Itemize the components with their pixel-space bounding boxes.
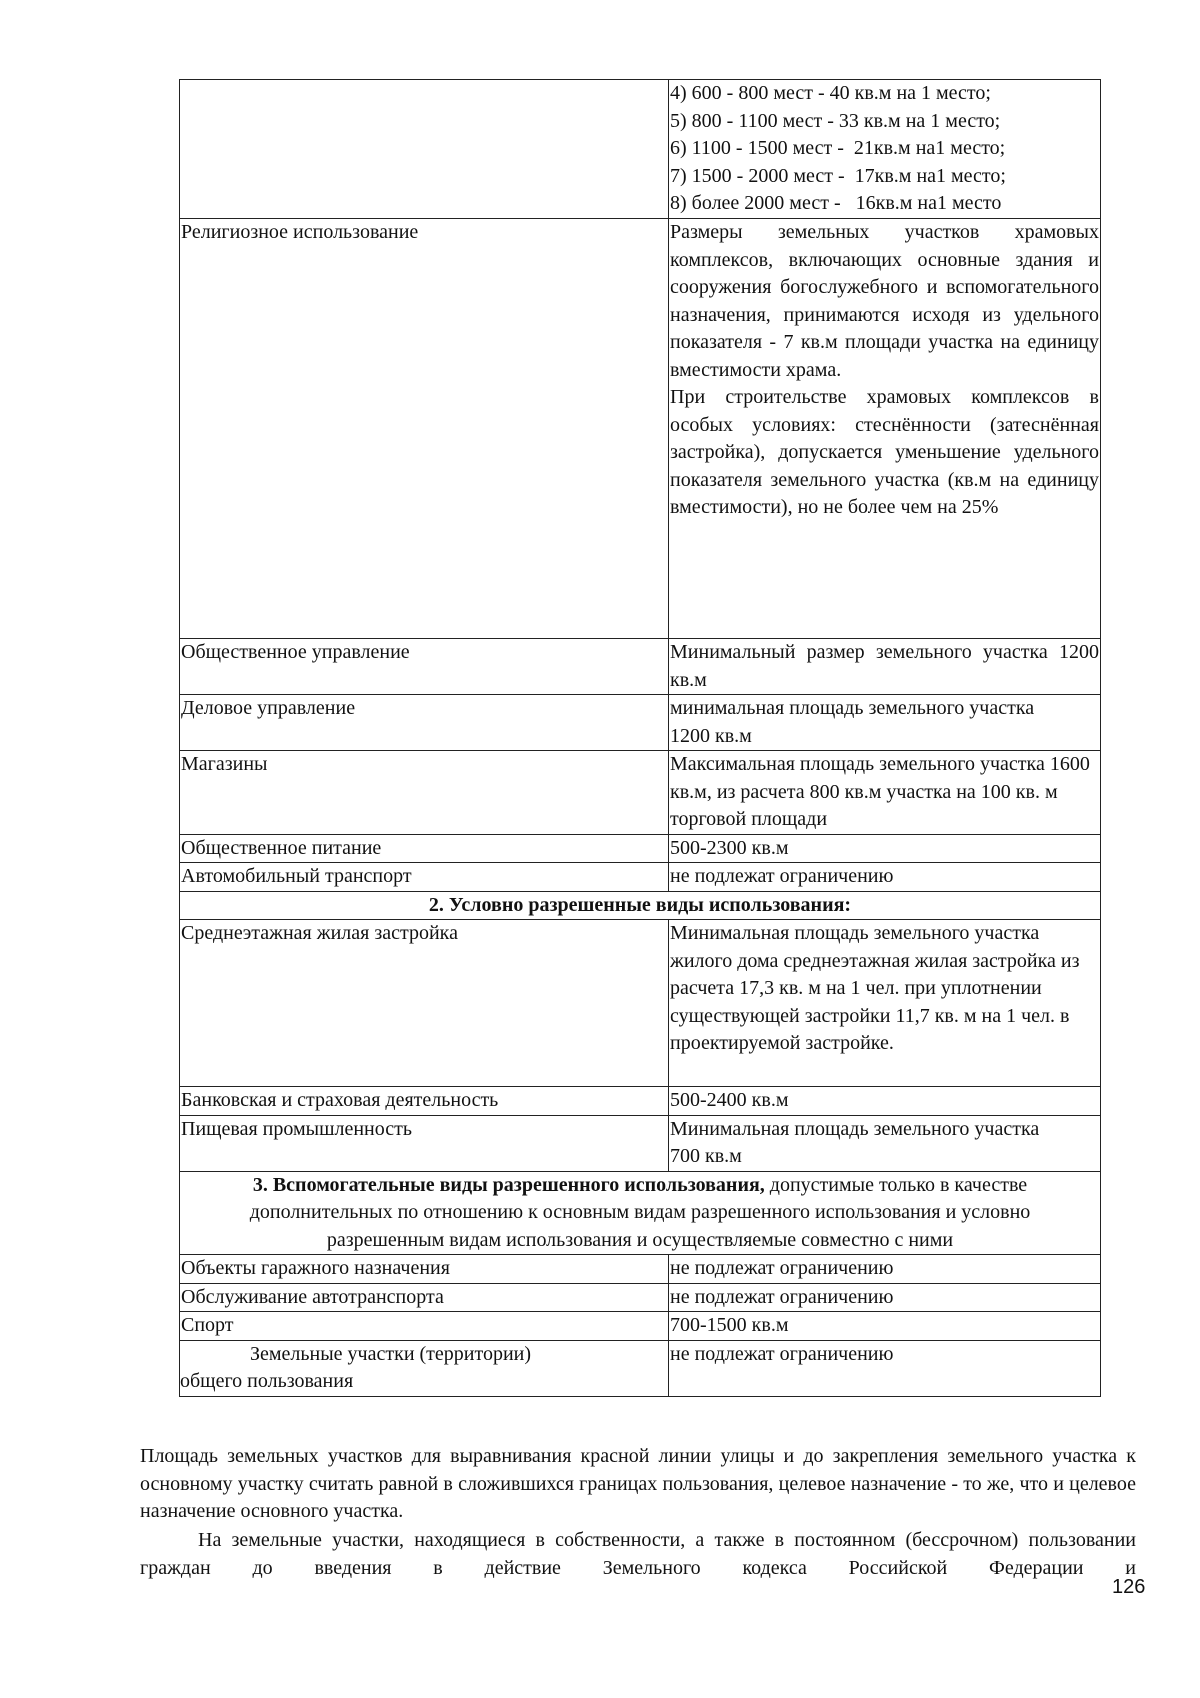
table-row [180, 219, 1101, 639]
table-row [180, 1115, 1101, 1171]
section-3-bold-title: 3. Вспомогательные виды разрешенного использования, [252, 1173, 765, 1196]
row-value [669, 219, 1101, 639]
row-name: Объекты гаражного назначения [180, 1255, 669, 1284]
capacity-norm-line: 5) 800 - 1100 мест - 33 кв.м на 1 место; [670, 109, 1001, 132]
row-value-text: Минимальная площадь земельного участка жилого дома среднеэтажная жилая застройка из расчета 17,3 кв. м на 1 чел. при уплотнении существующей застройки 11,7 кв. м на 1 чел. в проектируемой застройке. [670, 922, 1080, 1054]
capacity-norm-line: 7) 1500 - 2000 мест - 17кв.м на1 место; [670, 164, 1006, 187]
row-value-text: минимальная площадь земельного участка 1200 кв.м [670, 697, 1035, 747]
table-row [180, 1312, 1101, 1341]
row-value-text: Максимальная площадь земельного участка 1600 кв.м, из расчета 800 кв.м участка на 100 кв. м торговой площади [670, 753, 1090, 830]
row-name: Обслуживание автотранспорта [180, 1283, 669, 1312]
table-row [180, 834, 1101, 863]
paragraph-land-rights [140, 1527, 1136, 1582]
row-name: Общественное управление [180, 639, 669, 695]
row-value-text: Минимальная площадь земельного участка 700 кв.м [670, 1117, 1040, 1167]
table-row [180, 1283, 1101, 1312]
row-name: Спорт [180, 1312, 669, 1341]
row-value [669, 80, 1101, 219]
row-name: Общественное питание [180, 834, 669, 863]
table-row [180, 695, 1101, 751]
capacity-norm-line: 6) 1100 - 1500 мест - 21кв.м на1 место; [670, 137, 1006, 159]
table-row [180, 1340, 1101, 1396]
religious-reduction-text: При строительстве храмовых комплексов в особых условиях: стеснённости (затеснённая застройка), допускается уменьшение удельного показателя земельного участка (кв.м на единицу вместимости), но не более чем на 25% [670, 386, 1099, 518]
section-header-row [180, 891, 1101, 920]
capacity-norm-line: 8) более 2000 мест - 16кв.м на1 место [670, 192, 1002, 214]
row-name-text: Земельные участки (территории) общего пользования [180, 1342, 532, 1392]
table-row [180, 639, 1101, 695]
row-name [180, 1340, 669, 1396]
row-name: Среднеэтажная жилая застройка [180, 920, 669, 1087]
row-value: 700-1500 кв.м [669, 1312, 1101, 1341]
table-row [180, 80, 1101, 219]
table-row [180, 920, 1101, 1087]
row-name: Пищевая промышленность [180, 1115, 669, 1171]
row-value: не подлежат ограничению [669, 1255, 1101, 1284]
row-name: Банковская и страховая деятельность [180, 1087, 669, 1116]
row-name [180, 80, 669, 219]
paragraph-text: На земельные участки, находящиеся в собственности, а также в постоянном (бессрочном) пользовании граждан до введения в действие Земельного кодекса Российской Федерации и [140, 1529, 1136, 1579]
row-value [669, 695, 1101, 751]
religious-norm-text: Размеры земельных участков храмовых комплексов, включающих основные здания и сооружения богослужебного и вспомогательного назначения, принимаются исходя из удельного показателя - 7 кв.м площади участка на единицу вместимости храма. [670, 221, 1099, 381]
section-2-title: 2. Условно разрешенные виды использования: [180, 891, 1101, 920]
paragraph-red-line [140, 1443, 1136, 1526]
row-name: Деловое управление [180, 695, 669, 751]
row-value [669, 751, 1101, 835]
row-value: 500-2400 кв.м [669, 1087, 1101, 1116]
capacity-norm-line: 4) 600 - 800 мест - 40 кв.м на 1 место; [670, 82, 991, 104]
row-value: не подлежат ограничению [669, 1340, 1101, 1396]
table-row [180, 751, 1101, 835]
paragraph-text: Площадь земельных участков для выравнивания красной линии улицы и до закрепления земельного участка к основному участку считать равной в сложившихся границах пользования, целевое назначение - то же, что и целевое назначение основного участка. [140, 1445, 1136, 1522]
section-3-description: допустимые только в качестве дополнительных по отношению к основным видам разрешенного использования и условно разрешенным видам использования и осуществляемые совместно с ними [249, 1173, 1031, 1251]
section-3-title [180, 1171, 1101, 1255]
land-use-table [179, 79, 1101, 1397]
section-header-row [180, 1171, 1101, 1255]
row-value: 500-2300 кв.м [669, 834, 1101, 863]
row-name: Магазины [180, 751, 669, 835]
row-value: Минимальный размер земельного участка 1200 кв.м [669, 639, 1101, 695]
row-value [669, 1115, 1101, 1171]
page-number: 126 [1112, 1576, 1146, 1598]
table-row [180, 1087, 1101, 1116]
row-name: Религиозное использование [180, 219, 669, 639]
row-value: не подлежат ограничению [669, 1283, 1101, 1312]
row-value [669, 920, 1101, 1087]
row-value: не подлежат ограничению [669, 863, 1101, 892]
row-name: Автомобильный транспорт [180, 863, 669, 892]
table-row [180, 1255, 1101, 1284]
table-row [180, 863, 1101, 892]
